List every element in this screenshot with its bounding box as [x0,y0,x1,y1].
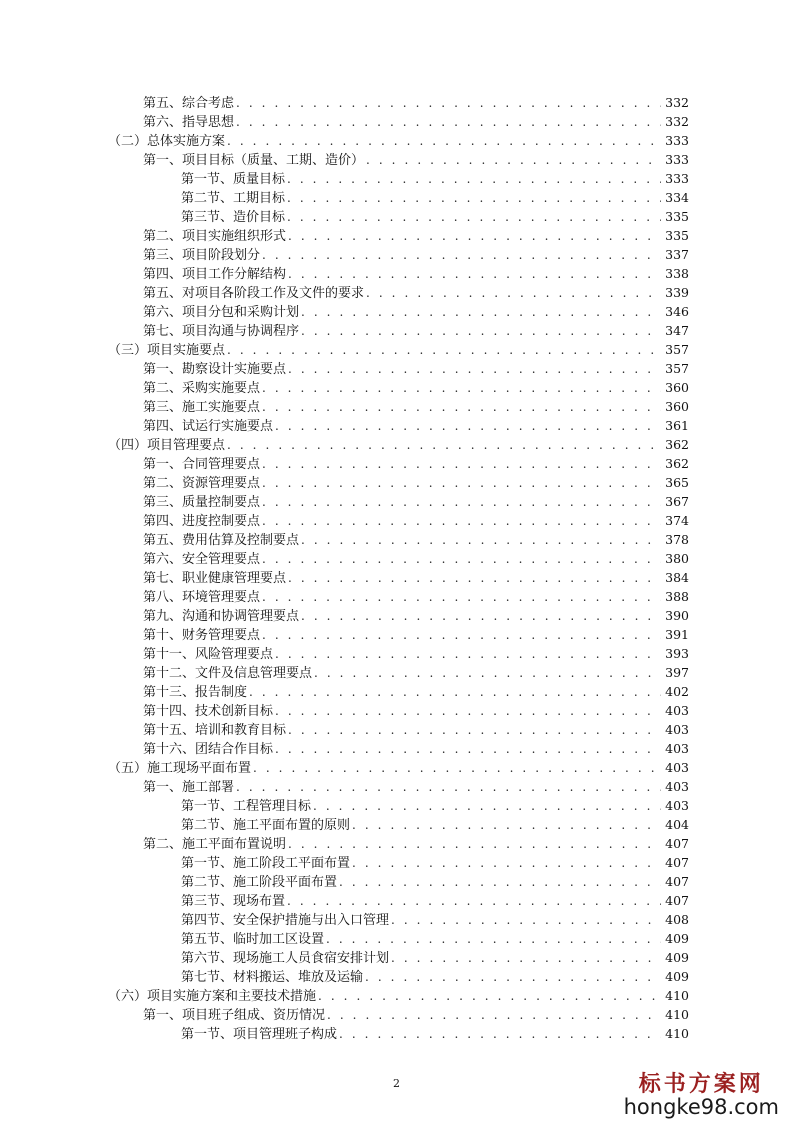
toc-entry-page: 388 [665,589,689,604]
toc-entry-title: 第十二、文件及信息管理要点 [143,666,313,681]
toc-entry-page: 403 [665,798,689,813]
toc-entry-page: 360 [665,380,689,395]
toc-entry [0,777,793,796]
toc-entry-title: 第八、环境管理要点 [143,590,261,605]
toc-dot-leader [301,607,661,626]
toc-entry [0,948,793,967]
toc-dot-leader [227,341,661,360]
toc-entry [0,511,793,530]
toc-entry-page: 403 [665,741,689,756]
toc-entry-page: 346 [665,304,689,319]
toc-dot-leader [262,474,661,493]
toc-entry-title: （二）总体实施方案 [108,134,226,149]
toc-entry-page: 397 [665,665,689,680]
toc-entry [0,986,793,1005]
toc-entry [0,93,793,112]
toc-entry-title: 第六、指导思想 [143,115,235,130]
toc-entry [0,796,793,815]
watermark-logo [624,1072,779,1119]
toc-entry [0,568,793,587]
toc-dot-leader [352,816,661,835]
toc-entry-page: 407 [665,855,689,870]
toc-entry [0,321,793,340]
toc-dot-leader [227,132,661,151]
toc-dot-leader [275,645,661,664]
toc-entry-title: 第四、进度控制要点 [143,514,261,529]
toc-entry-title: （三）项目实施要点 [108,343,226,358]
toc-entry-page: 374 [665,513,689,528]
toc-entry [0,587,793,606]
page-number: 2 [393,1077,400,1090]
toc-entry [0,701,793,720]
toc-entry-page: 335 [665,209,689,224]
toc-dot-leader [314,664,661,683]
toc-entry [0,549,793,568]
toc-dot-leader [262,493,661,512]
toc-entry-title: 第十一、风险管理要点 [143,647,274,662]
toc-entry-page: 378 [665,532,689,547]
toc-dot-leader [301,303,661,322]
toc-entry [0,416,793,435]
toc-entry [0,283,793,302]
toc-entry-title: 第一节、施工阶段工平面布置 [181,856,351,871]
toc-entry-page: 410 [665,1026,689,1041]
toc-entry-title: 第二、采购实施要点 [143,381,261,396]
toc-dot-leader [366,151,661,170]
toc-entry-title: 第三、质量控制要点 [143,495,261,510]
toc-entry-title: 第三节、造价目标 [181,210,286,225]
toc-entry-page: 407 [665,836,689,851]
toc-dot-leader [262,626,661,645]
toc-entry-title: 第五、费用估算及控制要点 [143,533,300,548]
toc-dot-leader [262,512,661,531]
toc-entry-page: 403 [665,703,689,718]
toc-entry-title: 第七、职业健康管理要点 [143,571,287,586]
toc-dot-leader [275,417,661,436]
toc-entry [0,682,793,701]
toc-entry [0,739,793,758]
toc-entry-page: 408 [665,912,689,927]
toc-entry-title: 第四、项目工作分解结构 [143,267,287,282]
toc-entry-page: 339 [665,285,689,300]
toc-entry [0,606,793,625]
toc-dot-leader [287,208,661,227]
toc-dot-leader [288,227,661,246]
toc-entry-title: （五）施工现场平面布置 [108,761,252,776]
table-of-contents [0,93,793,1043]
toc-entry-title: 第十六、团结合作目标 [143,742,274,757]
toc-entry [0,397,793,416]
toc-entry-title: 第七、项目沟通与协调程序 [143,324,300,339]
toc-entry-title: 第十、财务管理要点 [143,628,261,643]
toc-entry [0,169,793,188]
toc-entry-page: 360 [665,399,689,414]
toc-dot-leader [262,379,661,398]
toc-dot-leader [287,170,661,189]
toc-entry-title: 第一节、工程管理目标 [181,799,312,814]
toc-entry [0,891,793,910]
toc-entry [0,663,793,682]
toc-entry-title: 第二、项目实施组织形式 [143,229,287,244]
toc-entry-page: 410 [665,1007,689,1022]
toc-entry [0,758,793,777]
toc-dot-leader [275,702,661,721]
toc-dot-leader [301,531,661,550]
toc-entry-title: 第一、勘察设计实施要点 [143,362,287,377]
toc-entry-page: 407 [665,893,689,908]
toc-dot-leader [253,759,661,778]
toc-entry-title: 第十五、培训和教育目标 [143,723,287,738]
toc-dot-leader [326,930,661,949]
toc-entry-title: 第三节、现场布置 [181,894,286,909]
toc-dot-leader [236,778,661,797]
toc-entry [0,1005,793,1024]
toc-entry-title: 第二节、工期目标 [181,191,286,206]
toc-entry-page: 403 [665,722,689,737]
toc-entry [0,454,793,473]
toc-entry-title: 第二节、施工阶段平面布置 [181,875,338,890]
toc-entry [0,340,793,359]
toc-dot-leader [249,683,661,702]
toc-entry-title: 第六、项目分包和采购计划 [143,305,300,320]
toc-entry [0,834,793,853]
toc-entry [0,720,793,739]
toc-entry-page: 410 [665,988,689,1003]
toc-entry-page: 362 [665,437,689,452]
toc-entry-page: 393 [665,646,689,661]
toc-entry-page: 332 [665,114,689,129]
toc-entry [0,625,793,644]
toc-entry-page: 335 [665,228,689,243]
toc-entry-title: 第四节、安全保护措施与出入口管理 [181,913,390,928]
toc-entry-page: 380 [665,551,689,566]
toc-entry-title: 第一、项目班子组成、资历情况 [143,1008,326,1023]
toc-entry-page: 402 [665,684,689,699]
toc-entry-page: 404 [665,817,689,832]
toc-entry-page: 362 [665,456,689,471]
toc-entry-page: 384 [665,570,689,585]
toc-dot-leader [275,740,661,759]
toc-entry-title: 第一、合同管理要点 [143,457,261,472]
toc-entry [0,302,793,321]
toc-dot-leader [366,284,661,303]
toc-entry [0,150,793,169]
toc-dot-leader [318,987,661,1006]
toc-entry-page: 337 [665,247,689,262]
toc-entry-page: 409 [665,950,689,965]
watermark-url: hongke98.com [623,1095,779,1119]
watermark-title: 标书方案网 [638,1071,764,1097]
toc-dot-leader [287,189,661,208]
toc-dot-leader [262,550,661,569]
toc-dot-leader [287,892,661,911]
toc-entry [0,910,793,929]
toc-entry [0,226,793,245]
toc-entry-page: 409 [665,931,689,946]
toc-dot-leader [339,873,661,892]
toc-entry [0,815,793,834]
toc-entry-page: 334 [665,190,689,205]
toc-dot-leader [391,911,661,930]
toc-dot-leader [227,436,661,455]
toc-entry [0,378,793,397]
toc-dot-leader [288,360,661,379]
toc-entry-page: 391 [665,627,689,642]
toc-dot-leader [262,455,661,474]
toc-entry [0,112,793,131]
toc-entry-title: 第一、施工部署 [143,780,235,795]
toc-entry [0,264,793,283]
toc-entry-page: 365 [665,475,689,490]
toc-entry-title: 第六节、现场施工人员食宿安排计划 [181,951,390,966]
toc-dot-leader [288,265,661,284]
toc-entry-title: 第二、施工平面布置说明 [143,837,287,852]
toc-entry-title: 第二节、施工平面布置的原则 [181,818,351,833]
toc-dot-leader [262,588,661,607]
toc-dot-leader [301,322,661,341]
toc-entry-page: 332 [665,95,689,110]
toc-entry-page: 361 [665,418,689,433]
toc-dot-leader [327,1006,661,1025]
toc-dot-leader [391,949,661,968]
toc-dot-leader [352,854,661,873]
toc-entry-page: 409 [665,969,689,984]
toc-entry-title: 第四、试运行实施要点 [143,419,274,434]
toc-dot-leader [288,721,661,740]
toc-entry-title: （六）项目实施方案和主要技术措施 [108,989,317,1004]
toc-dot-leader [236,113,661,132]
toc-entry-page: 357 [665,361,689,376]
toc-dot-leader [365,968,661,987]
toc-entry [0,131,793,150]
toc-entry-title: 第三、施工实施要点 [143,400,261,415]
toc-dot-leader [339,1025,661,1044]
toc-dot-leader [236,94,661,113]
toc-entry-title: 第二、资源管理要点 [143,476,261,491]
toc-entry-title: 第七节、材料搬运、堆放及运输 [181,970,364,985]
toc-dot-leader [262,398,661,417]
toc-entry [0,644,793,663]
toc-entry-page: 333 [665,171,689,186]
toc-entry-page: 390 [665,608,689,623]
toc-entry-page: 357 [665,342,689,357]
toc-entry-title: 第一节、项目管理班子构成 [181,1027,338,1042]
toc-entry-title: 第五、综合考虑 [143,96,235,111]
toc-entry-title: 第一节、质量目标 [181,172,286,187]
toc-entry-title: 第五节、临时加工区设置 [181,932,325,947]
toc-entry-title: 第九、沟通和协调管理要点 [143,609,300,624]
toc-entry-title: 第六、安全管理要点 [143,552,261,567]
toc-dot-leader [288,569,661,588]
toc-entry [0,435,793,454]
toc-entry-title: 第一、项目目标（质量、工期、造价） [143,153,365,168]
toc-entry-title: 第十四、技术创新目标 [143,704,274,719]
toc-entry-page: 403 [665,760,689,775]
toc-entry-page: 338 [665,266,689,281]
toc-entry [0,530,793,549]
toc-entry [0,853,793,872]
toc-entry [0,245,793,264]
toc-entry-title: 第五、对项目各阶段工作及文件的要求 [143,286,365,301]
toc-entry-page: 347 [665,323,689,338]
toc-entry [0,1024,793,1043]
toc-entry-page: 407 [665,874,689,889]
toc-dot-leader [262,246,661,265]
toc-entry [0,188,793,207]
toc-entry [0,359,793,378]
toc-entry-page: 333 [665,152,689,167]
toc-dot-leader [313,797,661,816]
toc-entry [0,473,793,492]
toc-entry [0,492,793,511]
toc-entry [0,967,793,986]
toc-entry-page: 333 [665,133,689,148]
toc-dot-leader [288,835,661,854]
toc-entry-page: 367 [665,494,689,509]
toc-entry [0,872,793,891]
toc-entry-title: 第十三、报告制度 [143,685,248,700]
toc-entry-title: （四）项目管理要点 [108,438,226,453]
toc-entry-title: 第三、项目阶段划分 [143,248,261,263]
toc-entry [0,207,793,226]
toc-entry-page: 403 [665,779,689,794]
toc-entry [0,929,793,948]
